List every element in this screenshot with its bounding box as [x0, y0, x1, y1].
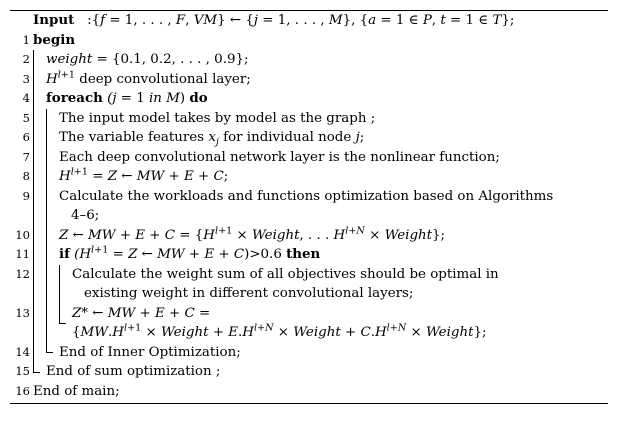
line-number-11: 11: [15, 247, 30, 261]
algorithm-line-2: [4, 50, 614, 70]
algorithm-line-11: [4, 245, 614, 265]
line-number-4: 4: [22, 91, 30, 105]
line-number-13: 13: [15, 305, 30, 320]
algorithm-line-14: [4, 343, 614, 363]
statement-variable-features: The variable features $x_j$ for individual node j;: [59, 130, 365, 148]
algorithm-line-input: [4, 11, 614, 31]
statement-deep-layer: $H^{l+1}$ deep convolutional layer;: [46, 69, 251, 87]
line-number-3: 3: [22, 71, 30, 86]
input-expression: :{f = 1, . . . , F, VM} ← {j = 1, . . . , M}, {a = 1 ∈ P, t = 1 ∈ T};: [78, 13, 515, 28]
line-number-1: 1: [22, 32, 30, 47]
algorithm-line-16: [4, 382, 614, 402]
algorithm-line-13: [4, 304, 614, 343]
line-number-9: 9: [22, 188, 30, 203]
algorithm-line-6: [4, 128, 614, 148]
algorithm-lines: [4, 11, 614, 401]
algorithm-line-12: [4, 265, 614, 304]
statement-if: if ($H^{l+1} = Z$ ← MW + E + C)>0.6 then: [59, 244, 321, 262]
line-number-2: 2: [22, 52, 30, 66]
statement-weight-init: weight = {0.1, 0.2, . . . , 0.9};: [46, 52, 249, 67]
line-number-5: 5: [22, 110, 30, 125]
algorithm-line-10: [4, 226, 614, 246]
statement-weight-sum: Calculate the weight sum of all objectives should be optimal in existing weight in different convolutional layers;: [72, 266, 499, 301]
algorithm-line-1: [4, 31, 614, 51]
input-label: Input: [33, 12, 75, 28]
algorithm-line-8: [4, 167, 614, 187]
algorithm-line-7: [4, 148, 614, 168]
statement-end-sum: End of sum optimization ;: [46, 364, 221, 379]
line-number-6: 6: [22, 130, 30, 144]
statement-z-assign: Z ← MW + $E + C = \{H^{l+1}$ × Weight, . . . $H^{l+N}$ × Weight};: [59, 225, 446, 243]
statement-foreach: foreach (j = 1 in M) do: [46, 90, 208, 106]
line-number-16: 16: [15, 383, 30, 398]
line-number: [4, 11, 30, 31]
algorithm-line-5: [4, 109, 614, 129]
statement-input-model: The input model takes by model as the graph ;: [59, 110, 376, 126]
line-number-14: 14: [15, 344, 30, 359]
keyword-begin: begin: [33, 31, 76, 48]
statement-end-main: End of main;: [33, 383, 120, 399]
statement-h-assign: $H^{l+1} = Z$ ← MW + E + C;: [59, 166, 229, 184]
line-number-7: 7: [22, 149, 30, 164]
line-number-8: 8: [22, 169, 30, 183]
line-number-10: 10: [15, 227, 30, 242]
statement-z-star: Z* ← MW + E + C = {$MW.H^{l+1}$ × Weight + $E.H^{l+N}$ × Weight + $C.H^{l+N}$ × Weight};: [72, 305, 487, 340]
statement-end-inner: End of Inner Optimization;: [59, 344, 241, 360]
statement-calculate-workloads: Calculate the workloads and functions optimization based on Algorithms 4–6;: [59, 188, 554, 223]
algorithm-line-15: [4, 362, 614, 382]
algorithm-line-3: [4, 70, 614, 90]
algorithm-line-9: [4, 187, 614, 226]
bottom-rule: [10, 403, 608, 404]
statement-nonlinear-function: Each deep convolutional network layer is the nonlinear function;: [59, 149, 500, 165]
algorithm-line-4: [4, 89, 614, 109]
line-number-12: 12: [15, 266, 30, 281]
line-number-15: 15: [15, 364, 30, 378]
